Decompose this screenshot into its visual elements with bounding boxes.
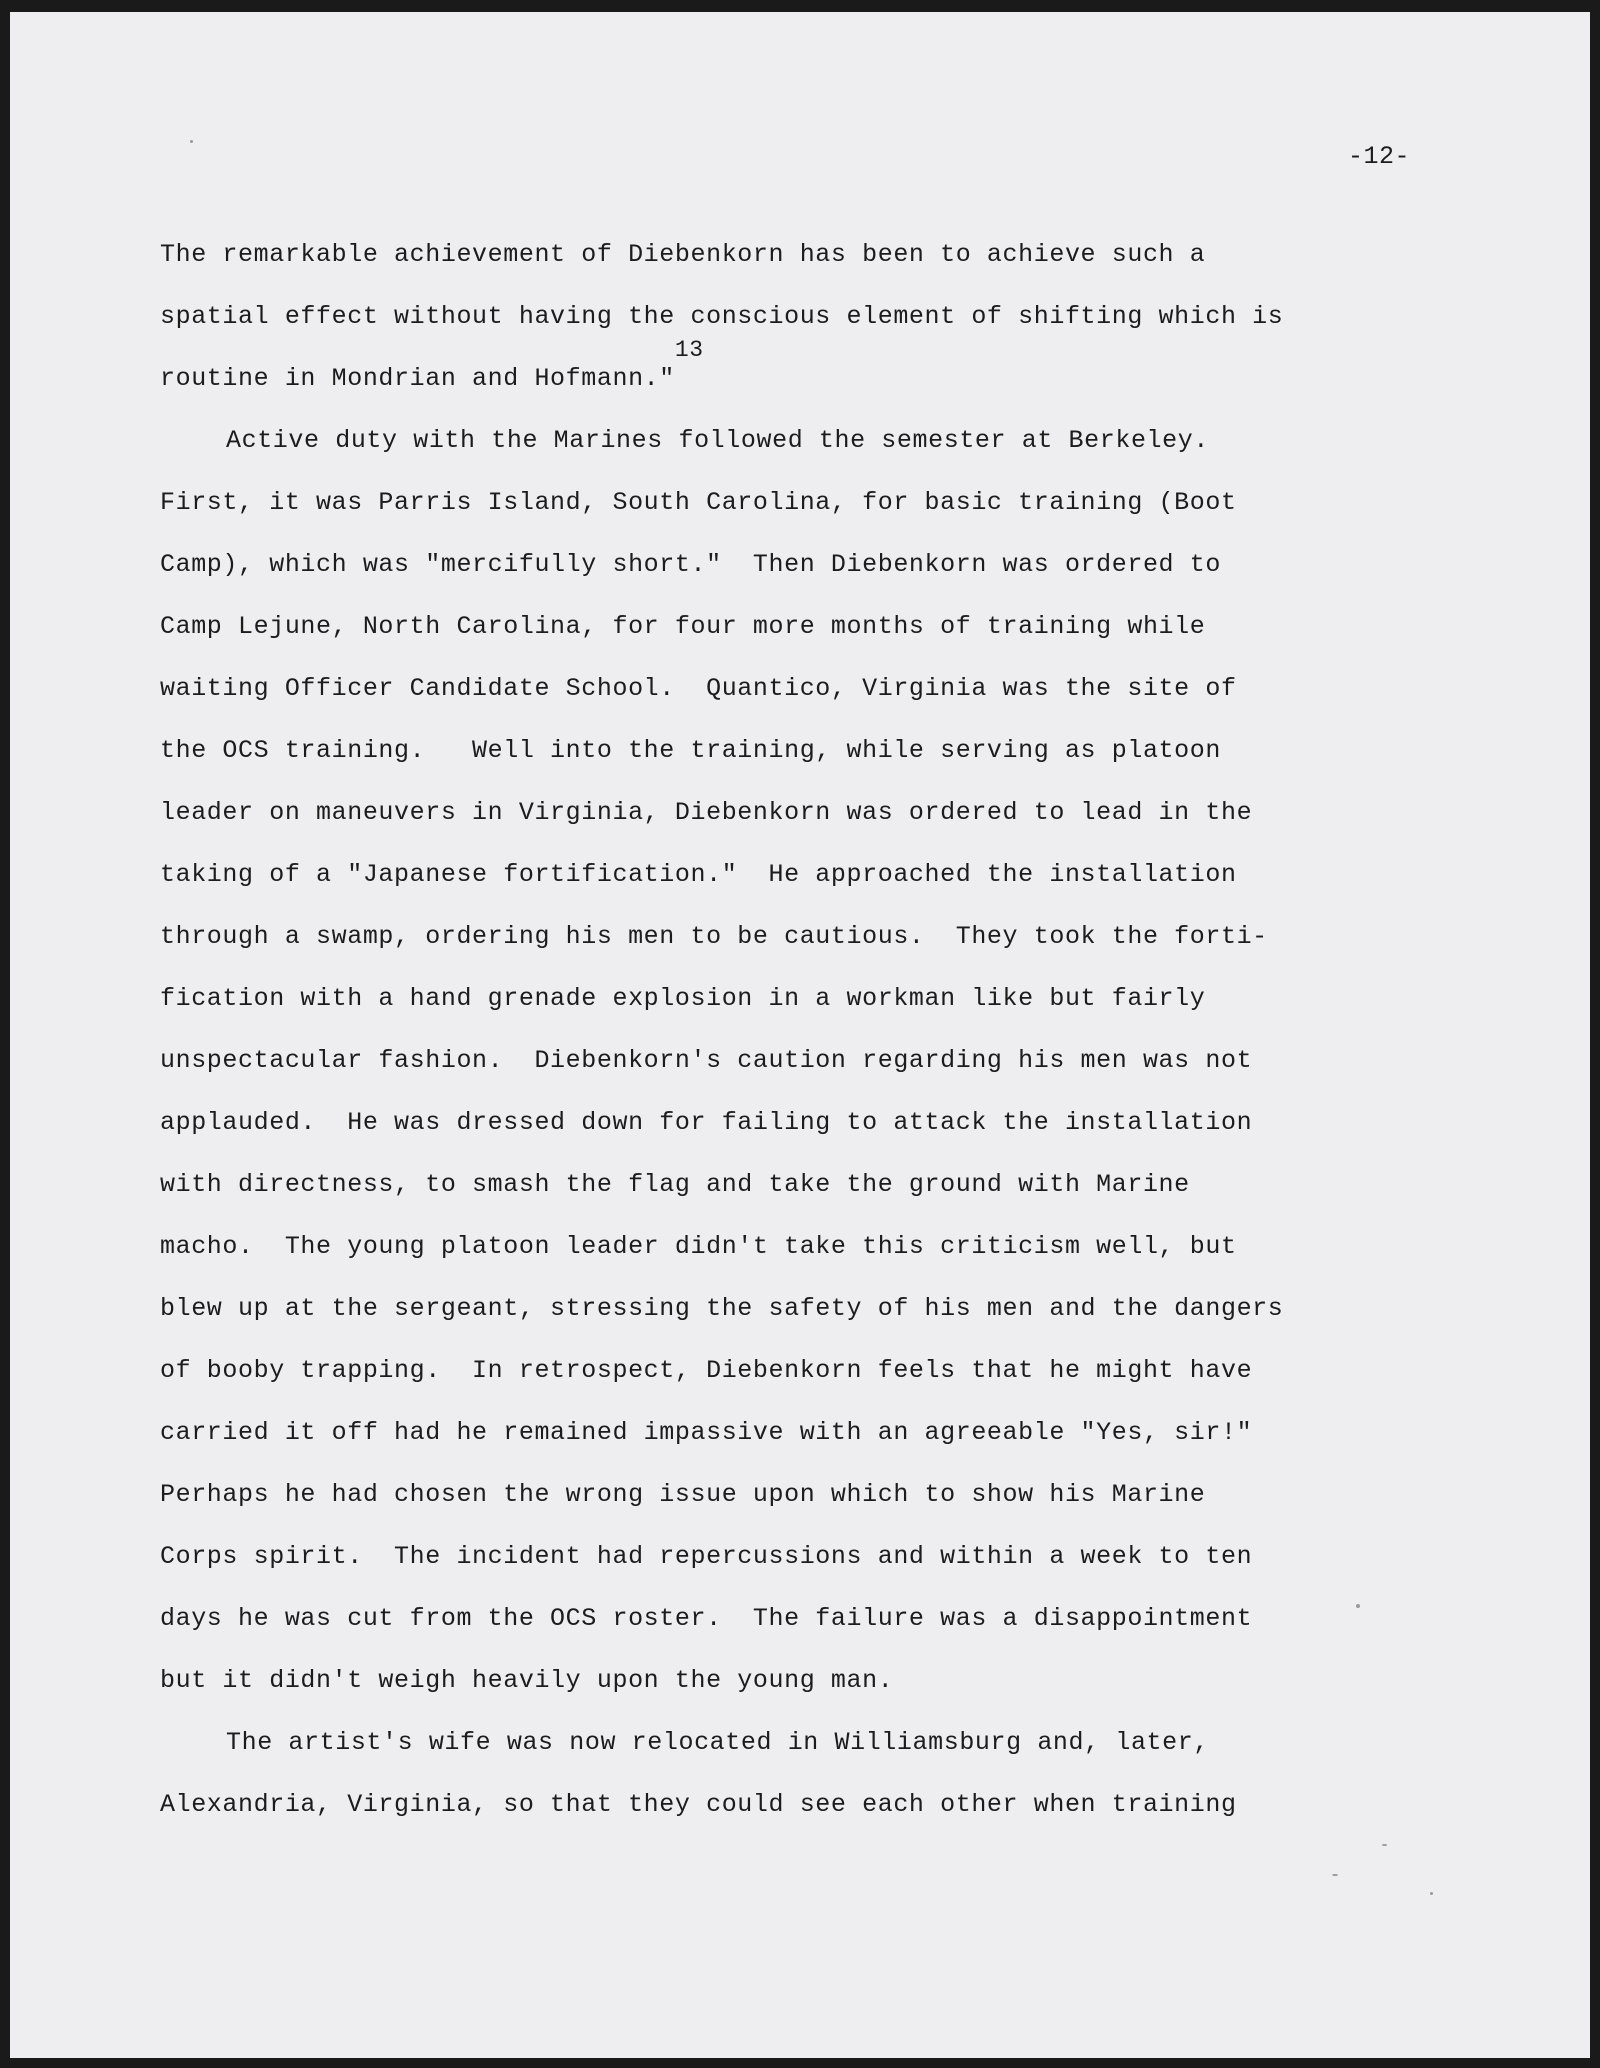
text-line: Corps spirit. The incident had repercussions and within a week to ten [160,1542,1253,1571]
dust-speck [1356,1604,1360,1608]
paragraph-start-line: The artist's wife was now relocated in Williamsburg and, later, [226,1728,1209,1757]
body-text [160,224,1450,1836]
text-line-content: routine in Mondrian and Hofmann." [160,364,675,393]
text-line: the OCS training. Well into the training, while serving as platoon [160,736,1221,765]
text-line: of booby trapping. In retrospect, Diebenkorn feels that he might have [160,1356,1253,1385]
text-line: with directness, to smash the flag and take the ground with Marine [160,1170,1190,1199]
text-line: Perhaps he had chosen the wrong issue upon which to show his Marine [160,1480,1206,1509]
page-number: -12- [1348,142,1411,171]
text-line: taking of a "Japanese fortification." He approached the installation [160,860,1237,889]
text-line: unspectacular fashion. Diebenkorn's caution regarding his men was not [160,1046,1253,1075]
text-line: leader on maneuvers in Virginia, Diebenkorn was ordered to lead in the [160,798,1253,827]
text-line: waiting Officer Candidate School. Quantico, Virginia was the site of [160,674,1237,703]
text-line: carried it off had he remained impassive with an agreeable "Yes, sir!" [160,1418,1253,1447]
dust-speck [1430,1892,1433,1895]
dust-speck [1382,1844,1387,1846]
text-line: Camp Lejune, North Carolina, for four more months of training while [160,612,1206,641]
text-line: through a swamp, ordering his men to be cautious. They took the forti- [160,922,1268,951]
text-line: spatial effect without having the conscious element of shifting which is [160,302,1284,331]
text-line: applauded. He was dressed down for failing to attack the installation [160,1108,1253,1137]
text-line: macho. The young platoon leader didn't take this criticism well, but [160,1232,1237,1261]
text-line: First, it was Parris Island, South Carolina, for basic training (Boot [160,488,1237,517]
text-line: blew up at the sergeant, stressing the safety of his men and the dangers [160,1294,1284,1323]
dust-speck [190,140,193,143]
text-line: Alexandria, Virginia, so that they could see each other when training [160,1790,1237,1819]
paragraph-start-line: Active duty with the Marines followed the semester at Berkeley. [226,426,1209,455]
text-line: days he was cut from the OCS roster. The failure was a disappointment [160,1604,1253,1633]
text-line [160,337,1450,410]
text-line: Camp), which was "mercifully short." Then Diebenkorn was ordered to [160,550,1221,579]
text-line: The remarkable achievement of Diebenkorn has been to achieve such a [160,240,1206,269]
text-line: fication with a hand grenade explosion in a workman like but fairly [160,984,1206,1013]
dust-speck [1332,1874,1338,1876]
document-page [10,12,1590,2058]
footnote-reference: 13 [674,337,704,363]
text-line: but it didn't weigh heavily upon the young man. [160,1666,894,1695]
